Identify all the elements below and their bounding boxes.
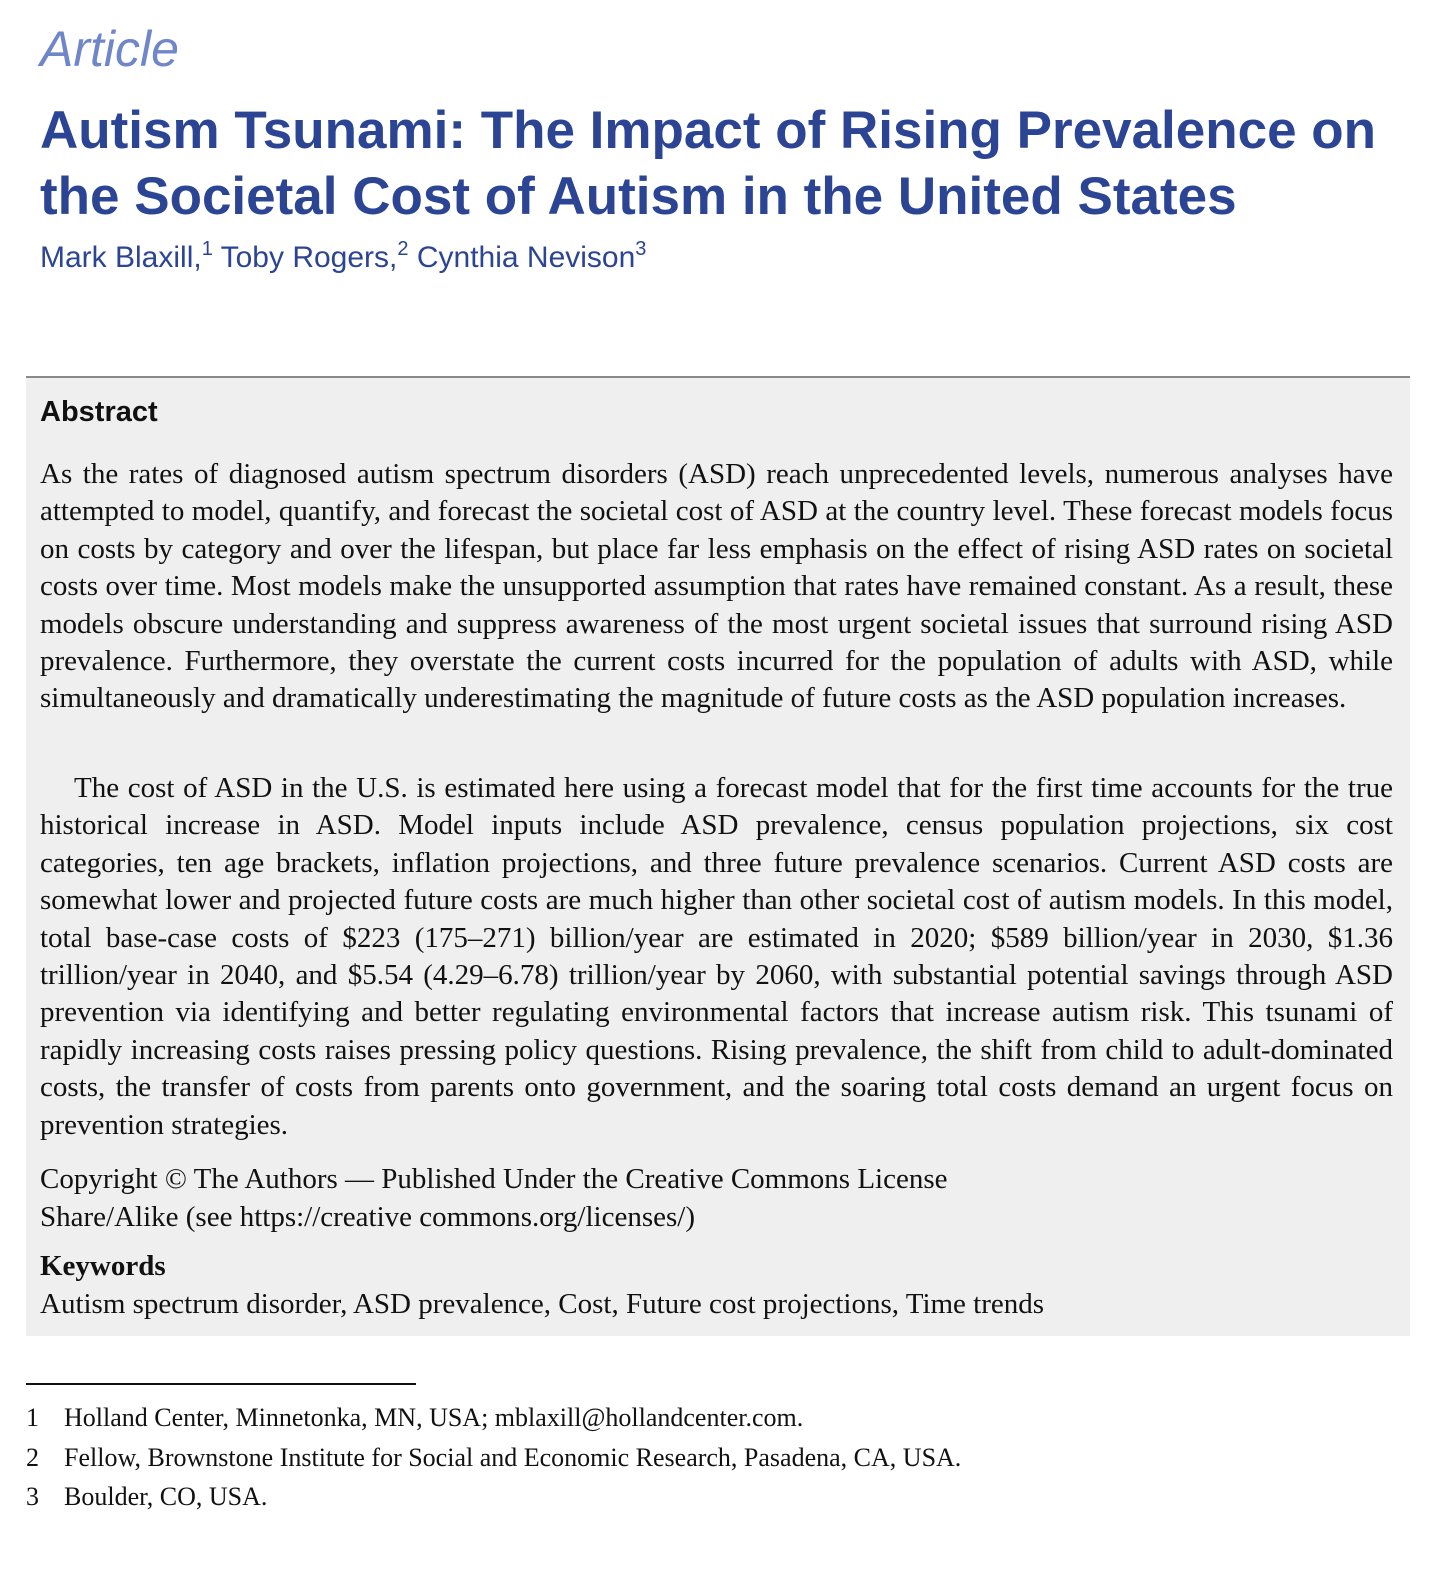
footnote-divider [26,1383,416,1385]
keywords-heading: Keywords [40,1250,166,1282]
author-affiliation-marker: 3 [635,238,647,260]
footnote-number: 2 [26,1442,39,1472]
article-type-label: Article [40,21,179,77]
footnote-number: 1 [26,1403,39,1432]
copyright-line: Share/Alike (see https://creative commons.org/licenses/) [40,1201,696,1233]
copyright-notice [40,1160,1393,1236]
abstract-paragraph: As the rates of diagnosed autism spectrum disorders (ASD) reach unprecedented levels, numerous analyses have attempted to model, quantify, and forecast the societal cost of ASD at the country level. These forecast models focus on costs by category and over the lifespan, but place far less emphasis on the effect of rising ASD rates on societal costs over time. Most models make the unsupported assumption that rates have remained constant. As a result, these models obscure understanding and suppress awareness of the most urgent societal issues that surround rising ASD prevalence. Furthermore, they overstate the current costs incurred for the population of adults with ASD, while simultaneously and dramatically underestimating the magnitude of future costs as the ASD population increases. [40,458,1393,715]
footnote-item [26,1440,1406,1480]
keywords-list: Autism spectrum disorder, ASD prevalence, Cost, Future cost projections, Time trends [40,1288,1045,1320]
abstract-paragraph: The cost of ASD in the U.S. is estimated here using a forecast model that for the first time accounts for the true historical increase in ASD. Model inputs include ASD prevalence, census population projections, six cost categories, ten age brackets, inflation projections, and three future prevalence scenarios. Current ASD costs are somewhat lower and projected future costs are much higher than other societal cost of autism models. In this model, total base-case costs of $223 (175–271) billion/year are estimated in 2020; $589 billion/year in 2030, $1.36 trillion/year in 2040, and $5.54 (4.29–6.78) trillion/year by 2060, with substantial potential savings through ASD prevention via identifying and better regulating environmental factors that increase autism risk. This tsunami of rapidly increasing costs raises pressing policy questions. Rising prevalence, the shift from child to adult-dominated costs, the transfer of costs from parents onto government, and the soaring total costs demand an urgent focus on prevention strategies. [40,772,1393,1141]
author-name: Toby Rogers, [220,241,398,274]
abstract-heading: Abstract [40,396,158,428]
author-name: Cynthia Nevison [416,241,636,274]
footnote-item [26,1400,1406,1440]
author-name: Mark Blaxill, [40,241,202,274]
footnote-list [26,1400,1406,1519]
author-affiliation-marker: 1 [201,238,213,260]
footnote-text: Holland Center, Minnetonka, MN, USA; mblaxill@hollandcenter.com. [64,1403,804,1432]
author-list [40,240,646,276]
footnote-text: Boulder, CO, USA. [64,1482,268,1511]
copyright-line: Copyright © The Authors — Published Under the Creative Commons License [40,1163,948,1195]
footnote-text: Fellow, Brownstone Institute for Social and Economic Research, Pasadena, CA, USA. [64,1442,962,1472]
abstract-box [26,376,1410,1336]
paper-title: Autism Tsunami: The Impact of Rising Prevalence on the Societal Cost of Autism in the United States [40,101,1377,226]
footnote-item [26,1479,1406,1519]
footnote-number: 3 [26,1482,39,1511]
author-affiliation-marker: 2 [397,238,409,260]
